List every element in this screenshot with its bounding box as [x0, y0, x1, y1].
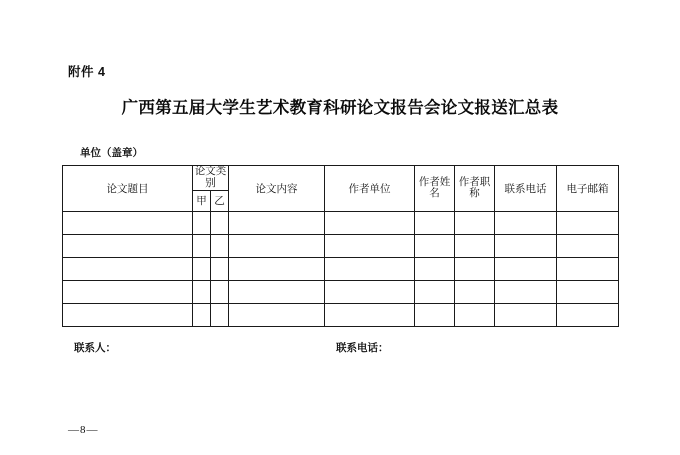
cell-paper-content[interactable]	[229, 234, 325, 257]
cell-email[interactable]	[557, 303, 619, 326]
cell-author-name[interactable]	[415, 211, 455, 234]
cell-contact-phone[interactable]	[495, 257, 557, 280]
column-header-paper-title: 论文题目	[63, 166, 193, 212]
cell-author-unit[interactable]	[325, 257, 415, 280]
cell-author-unit[interactable]	[325, 303, 415, 326]
cell-category-b[interactable]	[211, 303, 229, 326]
table-row[interactable]	[63, 211, 619, 234]
table-row[interactable]	[63, 303, 619, 326]
cell-author-unit[interactable]	[325, 211, 415, 234]
page-title: 广西第五届大学生艺术教育科研论文报告会论文报送汇总表	[121, 98, 559, 117]
column-header-author-unit: 作者单位	[325, 166, 415, 212]
cell-category-a[interactable]	[193, 280, 211, 303]
column-header-email: 电子邮箱	[557, 166, 619, 212]
paper-submission-table	[62, 165, 619, 327]
column-header-contact-phone: 联系电话	[495, 166, 557, 212]
table-row[interactable]	[63, 280, 619, 303]
cell-category-a[interactable]	[193, 257, 211, 280]
cell-paper-content[interactable]	[229, 280, 325, 303]
cell-author-unit[interactable]	[325, 280, 415, 303]
unit-seal-label: 单位（盖章）	[80, 147, 143, 159]
cell-contact-phone[interactable]	[495, 303, 557, 326]
cell-author-title[interactable]	[455, 234, 495, 257]
cell-paper-title[interactable]	[63, 280, 193, 303]
cell-author-title[interactable]	[455, 211, 495, 234]
cell-author-title[interactable]	[455, 257, 495, 280]
cell-author-name[interactable]	[415, 303, 455, 326]
cell-author-name[interactable]	[415, 280, 455, 303]
cell-category-b[interactable]	[211, 211, 229, 234]
cell-author-title[interactable]	[455, 280, 495, 303]
cell-category-a[interactable]	[193, 211, 211, 234]
cell-paper-title[interactable]	[63, 211, 193, 234]
column-header-category-b: 乙	[211, 190, 229, 211]
cell-email[interactable]	[557, 211, 619, 234]
cell-paper-content[interactable]	[229, 257, 325, 280]
column-header-paper-content: 论文内容	[229, 166, 325, 212]
cell-author-unit[interactable]	[325, 234, 415, 257]
attachment-label: 附件 4	[68, 65, 106, 79]
column-header-paper-category: 论文类别	[193, 166, 229, 191]
cell-category-b[interactable]	[211, 257, 229, 280]
table-row[interactable]	[63, 257, 619, 280]
cell-paper-content[interactable]	[229, 211, 325, 234]
footer-contact-person-label: 联系人：	[74, 342, 116, 354]
footer-contact-phone-label: 联系电话：	[336, 342, 389, 354]
cell-paper-title[interactable]	[63, 234, 193, 257]
cell-contact-phone[interactable]	[495, 280, 557, 303]
column-header-category-a: 甲	[193, 190, 211, 211]
cell-email[interactable]	[557, 280, 619, 303]
table-header-row-top	[63, 166, 619, 191]
cell-contact-phone[interactable]	[495, 234, 557, 257]
cell-paper-title[interactable]	[63, 257, 193, 280]
cell-author-name[interactable]	[415, 234, 455, 257]
table-row[interactable]	[63, 234, 619, 257]
cell-category-b[interactable]	[211, 234, 229, 257]
cell-contact-phone[interactable]	[495, 211, 557, 234]
cell-author-title[interactable]	[455, 303, 495, 326]
cell-paper-title[interactable]	[63, 303, 193, 326]
cell-category-a[interactable]	[193, 303, 211, 326]
cell-email[interactable]	[557, 234, 619, 257]
cell-category-a[interactable]	[193, 234, 211, 257]
cell-category-b[interactable]	[211, 280, 229, 303]
cell-paper-content[interactable]	[229, 303, 325, 326]
page-number: —8—	[68, 424, 99, 436]
column-header-author-name: 作者姓名	[415, 166, 455, 212]
cell-email[interactable]	[557, 257, 619, 280]
column-header-author-title: 作者职称	[455, 166, 495, 212]
cell-author-name[interactable]	[415, 257, 455, 280]
